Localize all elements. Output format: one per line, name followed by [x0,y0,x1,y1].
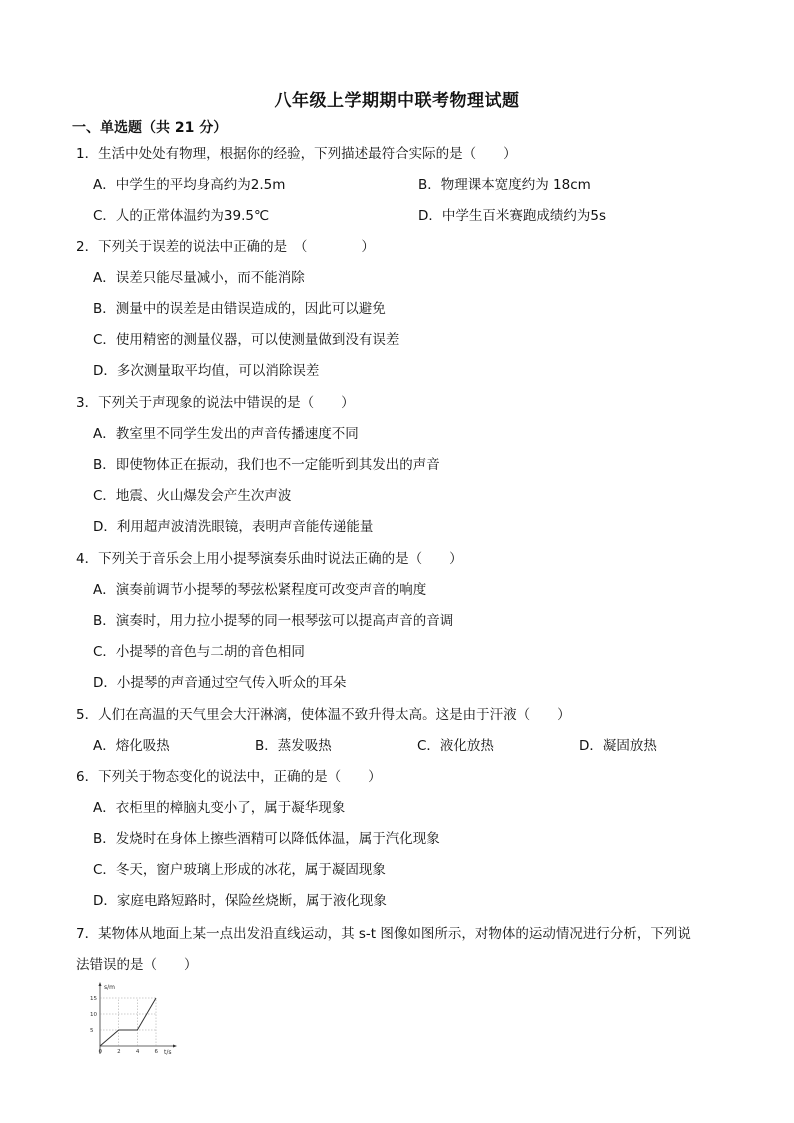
graph-y-tick-label: 5 [90,1028,94,1034]
question-1-option-c: C．人的正常体温约为39.5℃ [93,208,270,224]
graph-y-arrow [99,982,102,986]
question-2-option-c: C．使用精密的测量仪器，可以使测量做到没有误差 [93,332,400,348]
question-1-option-d: D．中学生百米赛跑成绩约为5s [418,208,607,224]
question-4-option-a: A．演奏前调节小提琴的琴弦松紧程度可改变声音的响度 [93,582,427,598]
question-4-option-c: C．小提琴的音色与二胡的音色相同 [93,644,305,660]
question-4-stem: 4．下列关于音乐会上用小提琴演奏乐曲时说法正确的是（ ） [76,551,463,567]
graph-x-ticks [99,1049,159,1055]
graph-x-tick-label: 0 [98,1049,102,1055]
question-6-stem: 6．下列关于物态变化的说法中，正确的是（ ） [76,769,382,785]
graph-y-ticks [90,996,97,1034]
graph-x-tick-label: 6 [154,1049,158,1055]
question-1-stem: 1．生活中处处有物理，根据你的经验，下列描述最符合实际的是（ ） [76,146,517,162]
question-5-stem: 5．人们在高温的天气里会大汗淋漓，使体温不致升得太高。这是由于汗液（ ） [76,707,571,723]
question-5-option-c: C．液化放热 [417,738,494,754]
question-1-option-a: A．中学生的平均身高约为2.5m [93,177,286,193]
question-2-stem: 2．下列关于误差的说法中正确的是 （ ） [76,239,375,255]
st-graph [88,980,180,1060]
graph-y-label: s/m [104,984,115,991]
graph-y-tick-label: 15 [90,996,97,1002]
graph-x-arrow [173,1045,177,1048]
question-7-stem: 7．某物体从地面上某一点出发沿直线运动，其 s-t 图像如图所示，对物体的运动情况进行分析，下列说 [76,926,691,942]
section-heading: 一、单选题（共 21 分） [72,120,228,136]
question-3-option-c: C．地震、火山爆发会产生次声波 [93,488,292,504]
question-3-stem: 3．下列关于声现象的说法中错误的是（ ） [76,395,355,411]
question-6-option-b: B．发烧时在身体上擦些酒精可以降低体温，属于汽化现象 [93,831,440,847]
page-title: 八年级上学期期中联考物理试题 [274,91,520,111]
question-5-option-a: A．熔化吸热 [93,738,170,754]
question-3-option-b: B．即使物体正在振动，我们也不一定能听到其发出的声音 [93,457,440,473]
graph-x-tick-label: 2 [117,1049,121,1055]
question-3-option-a: A．教室里不同学生发出的声音传播速度不同 [93,426,359,442]
question-3-option-d: D．利用超声波清洗眼镜，表明声音能传递能量 [93,519,374,535]
question-4-option-b: B．演奏时，用力拉小提琴的同一根琴弦可以提高声音的音调 [93,613,454,629]
question-7-stem-continued: 法错误的是（ ） [76,957,198,973]
question-6-option-a: A．衣柜里的樟脑丸变小了，属于凝华现象 [93,800,346,816]
question-5-option-b: B．蒸发吸热 [255,738,332,754]
graph-x-label: t/s [164,1049,172,1056]
graph-y-tick-label: 10 [90,1012,97,1018]
graph-x-tick-label: 4 [135,1049,140,1055]
question-1-option-b: B．物理课本宽度约为 18cm [418,177,591,193]
graph-st-line [100,998,156,1046]
question-2-option-b: B．测量中的误差是由错误造成的，因此可以避免 [93,301,386,317]
question-5-option-d: D．凝固放热 [579,738,657,754]
question-2-option-a: A．误差只能尽量减小，而不能消除 [93,270,305,286]
question-6-option-c: C．冬天，窗户玻璃上形成的冰花，属于凝固现象 [93,862,386,878]
question-4-option-d: D．小提琴的声音通过空气传入听众的耳朵 [93,675,347,691]
question-6-option-d: D．家庭电路短路时，保险丝烧断，属于液化现象 [93,893,387,909]
question-2-option-d: D．多次测量取平均值，可以消除误差 [93,363,320,379]
